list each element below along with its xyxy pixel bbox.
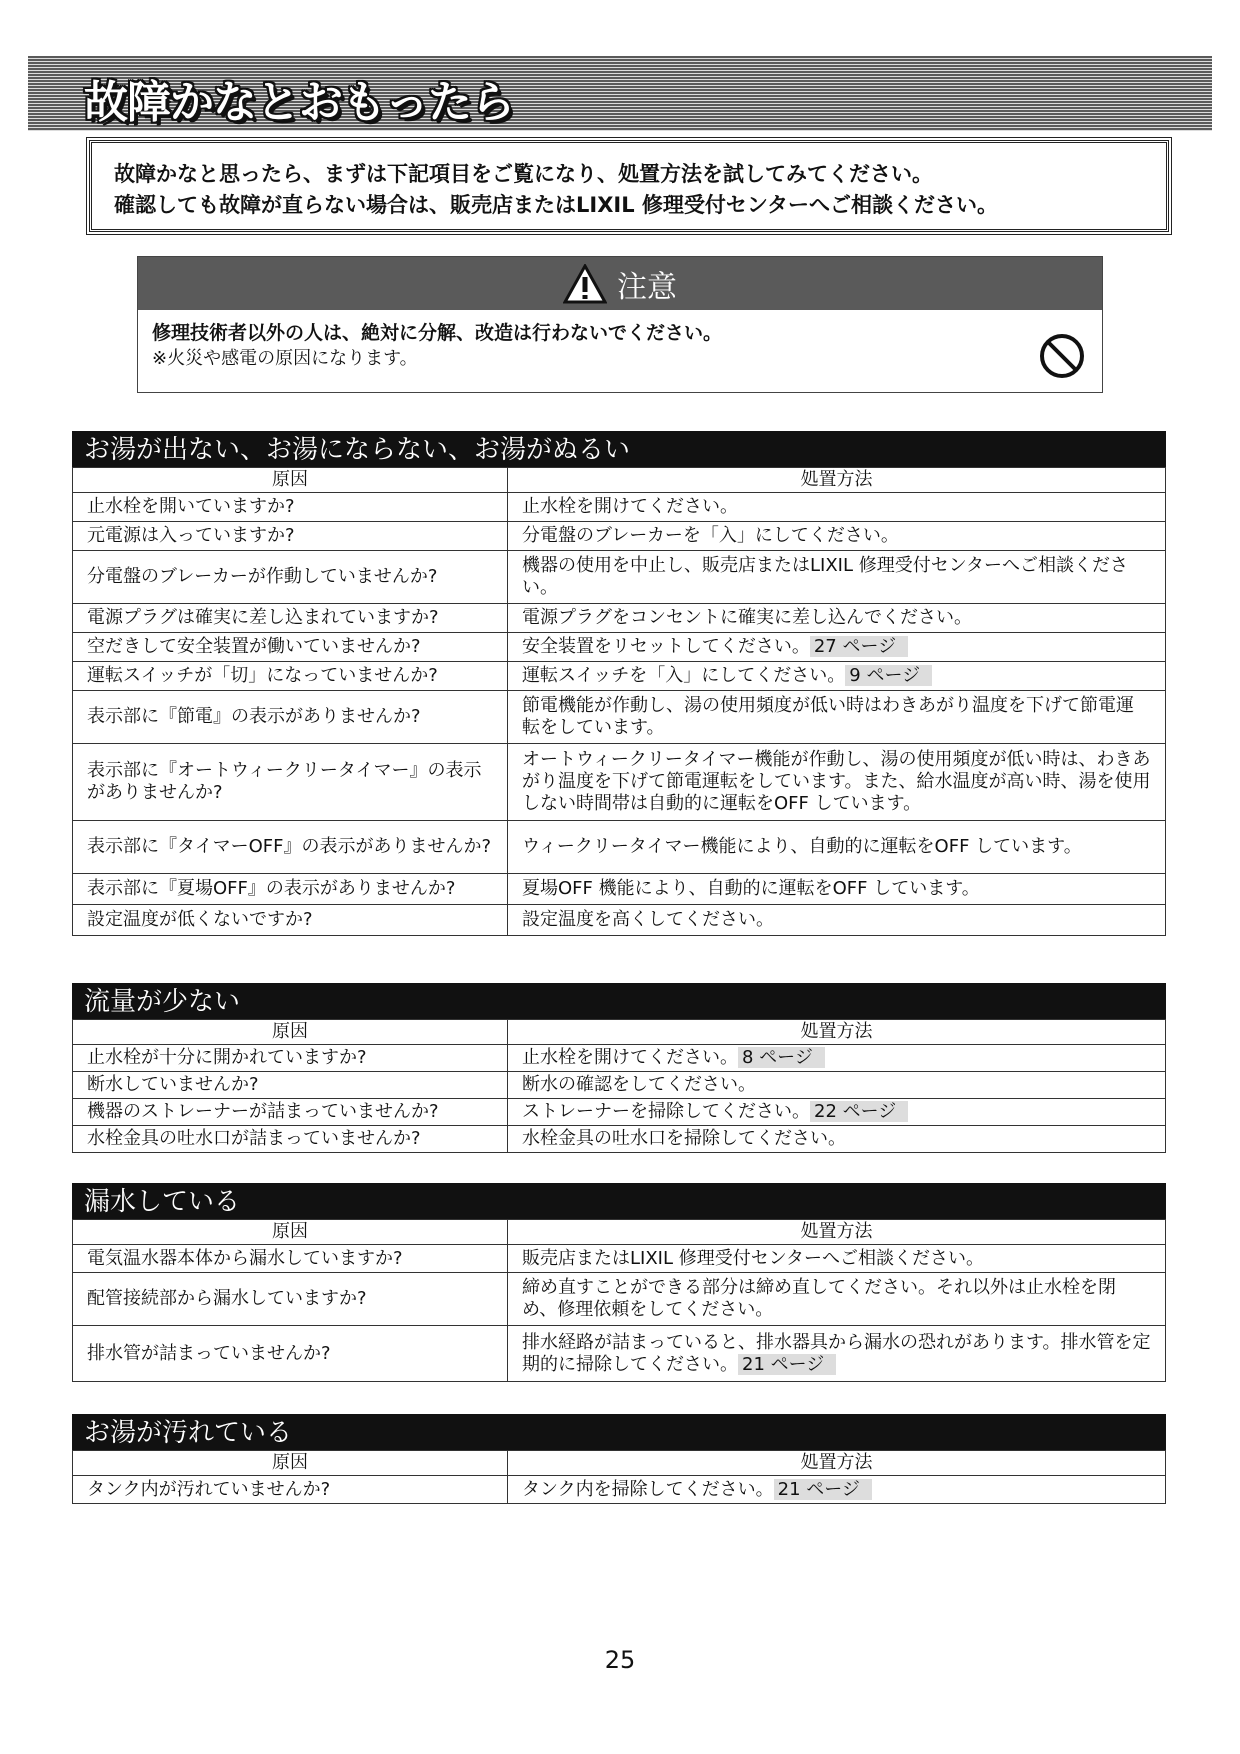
remedy-cell [508,1245,1166,1273]
cause-cell: 排水管が詰まっていませんか? [73,1326,508,1382]
warning-triangle-icon [563,264,607,304]
section-dirty-water [72,1414,1166,1504]
header-cause: 原因 [73,1451,508,1476]
table-row [73,633,1166,662]
table-row [73,662,1166,691]
remedy-cell [508,874,1166,905]
remedy-cell [508,604,1166,633]
remedy-text: 運転スイッチを「入」にしてください。 [522,665,846,686]
cause-cell: 表示部に『タイマーOFF』の表示がありませんか? [73,821,508,874]
page-reference: 21 ページ [774,1479,872,1500]
table-row [73,1326,1166,1382]
remedy-text: 分電盤のブレーカーを「入」にしてください。 [522,525,899,546]
table-header-row [73,468,1166,493]
troubleshoot-table [72,1219,1166,1382]
cause-cell: 機器のストレーナーが詰まっていませんか? [73,1099,508,1126]
remedy-text: 販売店またはLIXIL 修理受付センターへご相談ください。 [522,1247,985,1269]
intro-line-2: 確認しても故障が直らない場合は、販売店またはLIXIL 修理受付センターへご相談ください。 [114,193,999,217]
header-cause: 原因 [73,468,508,493]
table-row [73,1045,1166,1072]
remedy-text: 締め直すことができる部分は締め直してください。それ以外は止水栓を閉め、修理依頼をしてください。 [522,1277,1116,1320]
table-row [73,905,1166,936]
table-row [73,744,1166,821]
remedy-text: タンク内を掃除してください。 [522,1478,774,1500]
table-row [73,1072,1166,1099]
table-header-row [73,1220,1166,1245]
troubleshoot-table [72,1019,1166,1153]
remedy-text: 設定温度を高くしてください。 [522,909,774,930]
prohibition-icon [1038,332,1086,380]
page-reference: 27 ページ [810,636,908,657]
remedy-cell [508,522,1166,551]
table-header-row [73,1020,1166,1045]
section-low-flow [72,983,1166,1153]
header-remedy: 処置方法 [508,468,1166,493]
table-row [73,1273,1166,1326]
remedy-cell [508,1045,1166,1072]
remedy-cell [508,744,1166,821]
cause-cell: 表示部に『夏場OFF』の表示がありませんか? [73,874,508,905]
intro-box [89,140,1169,232]
cause-cell: 設定温度が低くないですか? [73,905,508,936]
cause-cell: 電源プラグは確実に差し込まれていますか? [73,604,508,633]
header-cause: 原因 [73,1020,508,1045]
cause-cell: 電気温水器本体から漏水していますか? [73,1245,508,1273]
remedy-text: ウィークリータイマー機能により、自動的に運転をOFF しています。 [522,836,1082,857]
remedy-cell [508,662,1166,691]
remedy-cell [508,633,1166,662]
remedy-text: 排水経路が詰まっていると、排水器具から漏水の恐れがあります。排水管を定期的に掃除してください。 [522,1331,1151,1375]
remedy-text: オートウィークリータイマー機能が作動し、湯の使用頻度が低い時は、わきあがり温度を下げて節電運転をしています。また、給水温度が高い時、湯を使用しない時間帯は自動的に運転をOFF しています。 [522,749,1151,814]
table-row [73,691,1166,744]
page-reference: 21 ページ [738,1354,836,1375]
cause-cell: 表示部に『節電』の表示がありませんか? [73,691,508,744]
cause-cell: 表示部に『オートウィークリータイマー』の表示がありませんか? [73,744,508,821]
caution-body [138,310,1102,372]
remedy-cell [508,1326,1166,1382]
cause-cell: タンク内が汚れていませんか? [73,1476,508,1504]
remedy-cell [508,493,1166,522]
remedy-text: 機器の使用を中止し、販売店またはLIXIL 修理受付センターへご相談ください。 [522,555,1129,598]
section-title: お湯が出ない、お湯にならない、お湯がぬるい [72,431,1166,467]
page-reference: 22 ページ [810,1101,908,1122]
cause-cell: 空だきして安全装置が働いていませんか? [73,633,508,662]
caution-title: 注意 [617,269,677,305]
table-row [73,1126,1166,1153]
remedy-cell [508,1126,1166,1153]
remedy-text: 水栓金具の吐水口を掃除してください。 [522,1128,846,1149]
table-row [73,1476,1166,1504]
table-row [73,522,1166,551]
remedy-cell [508,821,1166,874]
cause-cell: 水栓金具の吐水口が詰まっていませんか? [73,1126,508,1153]
remedy-cell [508,691,1166,744]
remedy-text: 安全装置をリセットしてください。 [522,636,810,657]
table-row [73,821,1166,874]
troubleshoot-table [72,467,1166,936]
header-remedy: 処置方法 [508,1020,1166,1045]
remedy-cell [508,551,1166,604]
caution-header [138,257,1102,310]
remedy-cell [508,905,1166,936]
section-title: 漏水している [72,1183,1166,1219]
table-row [73,874,1166,905]
remedy-text: 夏場OFF 機能により、自動的に運転をOFF しています。 [522,878,980,899]
remedy-cell [508,1273,1166,1326]
section-title: お湯が汚れている [72,1414,1166,1450]
remedy-text: 断水の確認をしてください。 [522,1074,756,1095]
page-reference: 8 ページ [738,1047,825,1068]
table-header-row [73,1451,1166,1476]
remedy-cell [508,1099,1166,1126]
cause-cell: 断水していませんか? [73,1072,508,1099]
remedy-cell [508,1072,1166,1099]
troubleshoot-table [72,1450,1166,1504]
cause-cell: 止水栓を開いていますか? [73,493,508,522]
header-remedy: 処置方法 [508,1220,1166,1245]
page-reference: 9 ページ [845,665,932,686]
caution-line-2: ※火災や感電の原因になります。 [152,348,418,369]
page-title: 故障かなとおもったら [84,77,514,128]
page-number: 25 [604,1646,636,1674]
section-title: 流量が少ない [72,983,1166,1019]
caution-box [137,256,1103,393]
remedy-text: 電源プラグをコンセントに確実に差し込んでください。 [522,607,972,628]
table-row [73,551,1166,604]
caution-line-1: 修理技術者以外の人は、絶対に分解、改造は行わないでください。 [152,322,723,344]
cause-cell: 分電盤のブレーカーが作動していませんか? [73,551,508,604]
cause-cell: 運転スイッチが「切」になっていませんか? [73,662,508,691]
cause-cell: 元電源は入っていますか? [73,522,508,551]
table-row [73,493,1166,522]
remedy-text: ストレーナーを掃除してください。 [522,1101,810,1122]
title-banner [28,56,1212,131]
section-leak [72,1183,1166,1382]
header-remedy: 処置方法 [508,1451,1166,1476]
remedy-text: 止水栓を開けてください。 [522,1047,738,1068]
table-row [73,1099,1166,1126]
header-cause: 原因 [73,1220,508,1245]
cause-cell: 止水栓が十分に開かれていますか? [73,1045,508,1072]
intro-line-1: 故障かなと思ったら、まずは下記項目をご覧になり、処置方法を試してみてください。 [114,162,933,186]
remedy-text: 止水栓を開けてください。 [522,496,738,517]
remedy-cell [508,1476,1166,1504]
cause-cell: 配管接続部から漏水していますか? [73,1273,508,1326]
section-no-hot-water [72,431,1166,936]
table-row [73,604,1166,633]
table-row [73,1245,1166,1273]
remedy-text: 節電機能が作動し、湯の使用頻度が低い時はわきあがり温度を下げて節電運転をしています。 [522,695,1134,738]
